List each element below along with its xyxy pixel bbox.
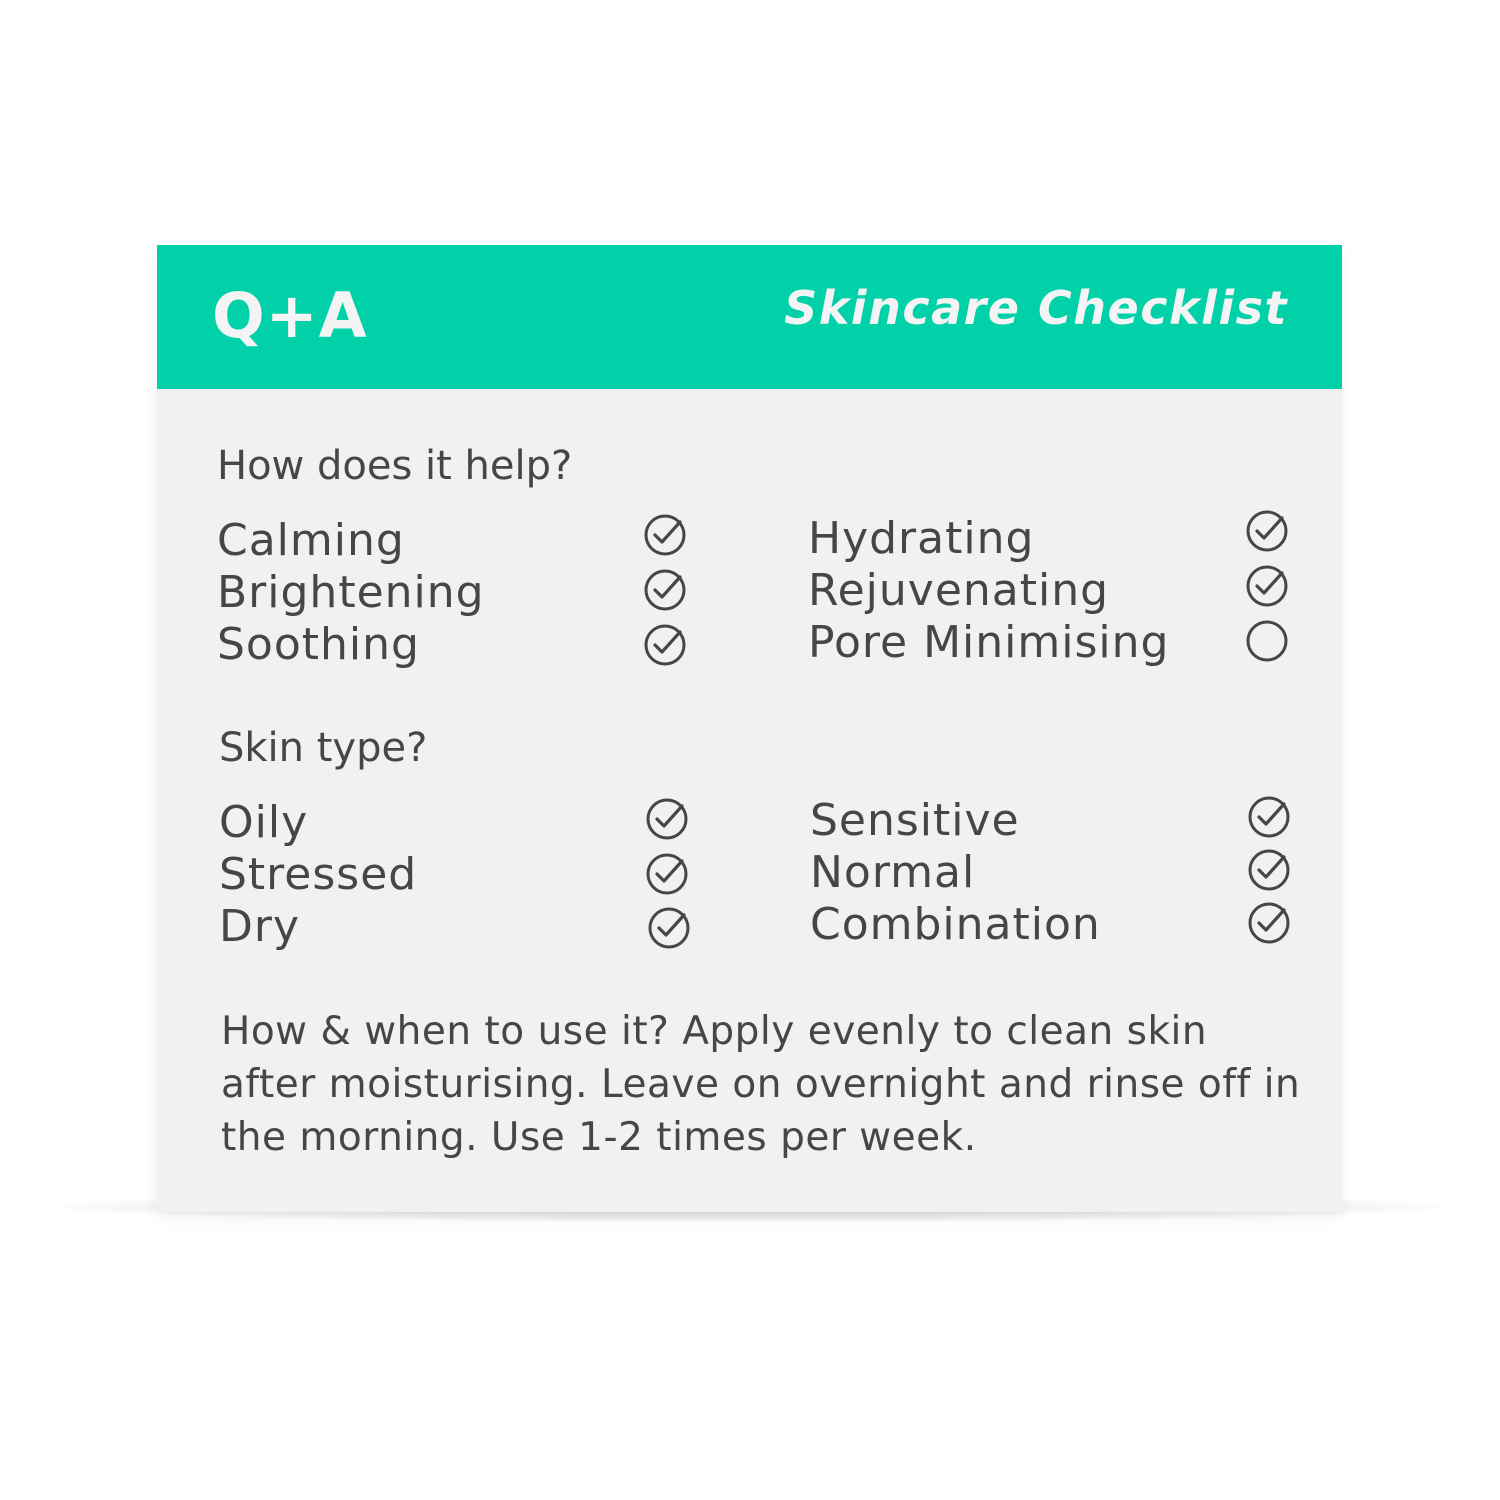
check-circle-icon	[1247, 848, 1291, 892]
check-circle-icon	[1247, 795, 1291, 839]
skin-type-item: Dry	[219, 901, 301, 952]
benefit-item: Soothing	[217, 619, 420, 670]
check-circle-icon	[643, 623, 687, 667]
header-title: Skincare Checklist	[784, 281, 1288, 335]
check-circle-icon	[1247, 901, 1291, 945]
check-circle-icon	[643, 568, 687, 612]
usage-instructions: How & when to use it? Apply evenly to clean skin after moisturising. Leave on overnight and rinse off in the morning. Use 1-2 times per week.	[221, 1009, 1301, 1160]
benefit-item: Calming	[217, 515, 405, 566]
benefit-item: Brightening	[217, 567, 485, 618]
benefit-item: Rejuvenating	[808, 565, 1110, 616]
benefit-item: Pore Minimising	[808, 617, 1170, 668]
header-band	[157, 245, 1342, 389]
checklist-card	[157, 245, 1342, 1212]
empty-circle-icon	[1245, 619, 1289, 663]
check-circle-icon	[1245, 509, 1289, 553]
skin-type-item: Oily	[219, 797, 309, 848]
check-circle-icon	[647, 906, 691, 950]
skin-type-item: Stressed	[219, 849, 418, 900]
brand-logo: Q+A	[212, 279, 368, 352]
skin-type-item: Sensitive	[810, 795, 1020, 846]
check-circle-icon	[1245, 564, 1289, 608]
benefit-item: Hydrating	[808, 513, 1035, 564]
check-circle-icon	[645, 852, 689, 896]
check-circle-icon	[645, 797, 689, 841]
benefits-title: How does it help?	[217, 443, 573, 489]
skin-type-item: Combination	[810, 899, 1101, 950]
skin-type-item: Normal	[810, 847, 976, 898]
check-circle-icon	[643, 513, 687, 557]
skin-type-title: Skin type?	[219, 725, 428, 771]
